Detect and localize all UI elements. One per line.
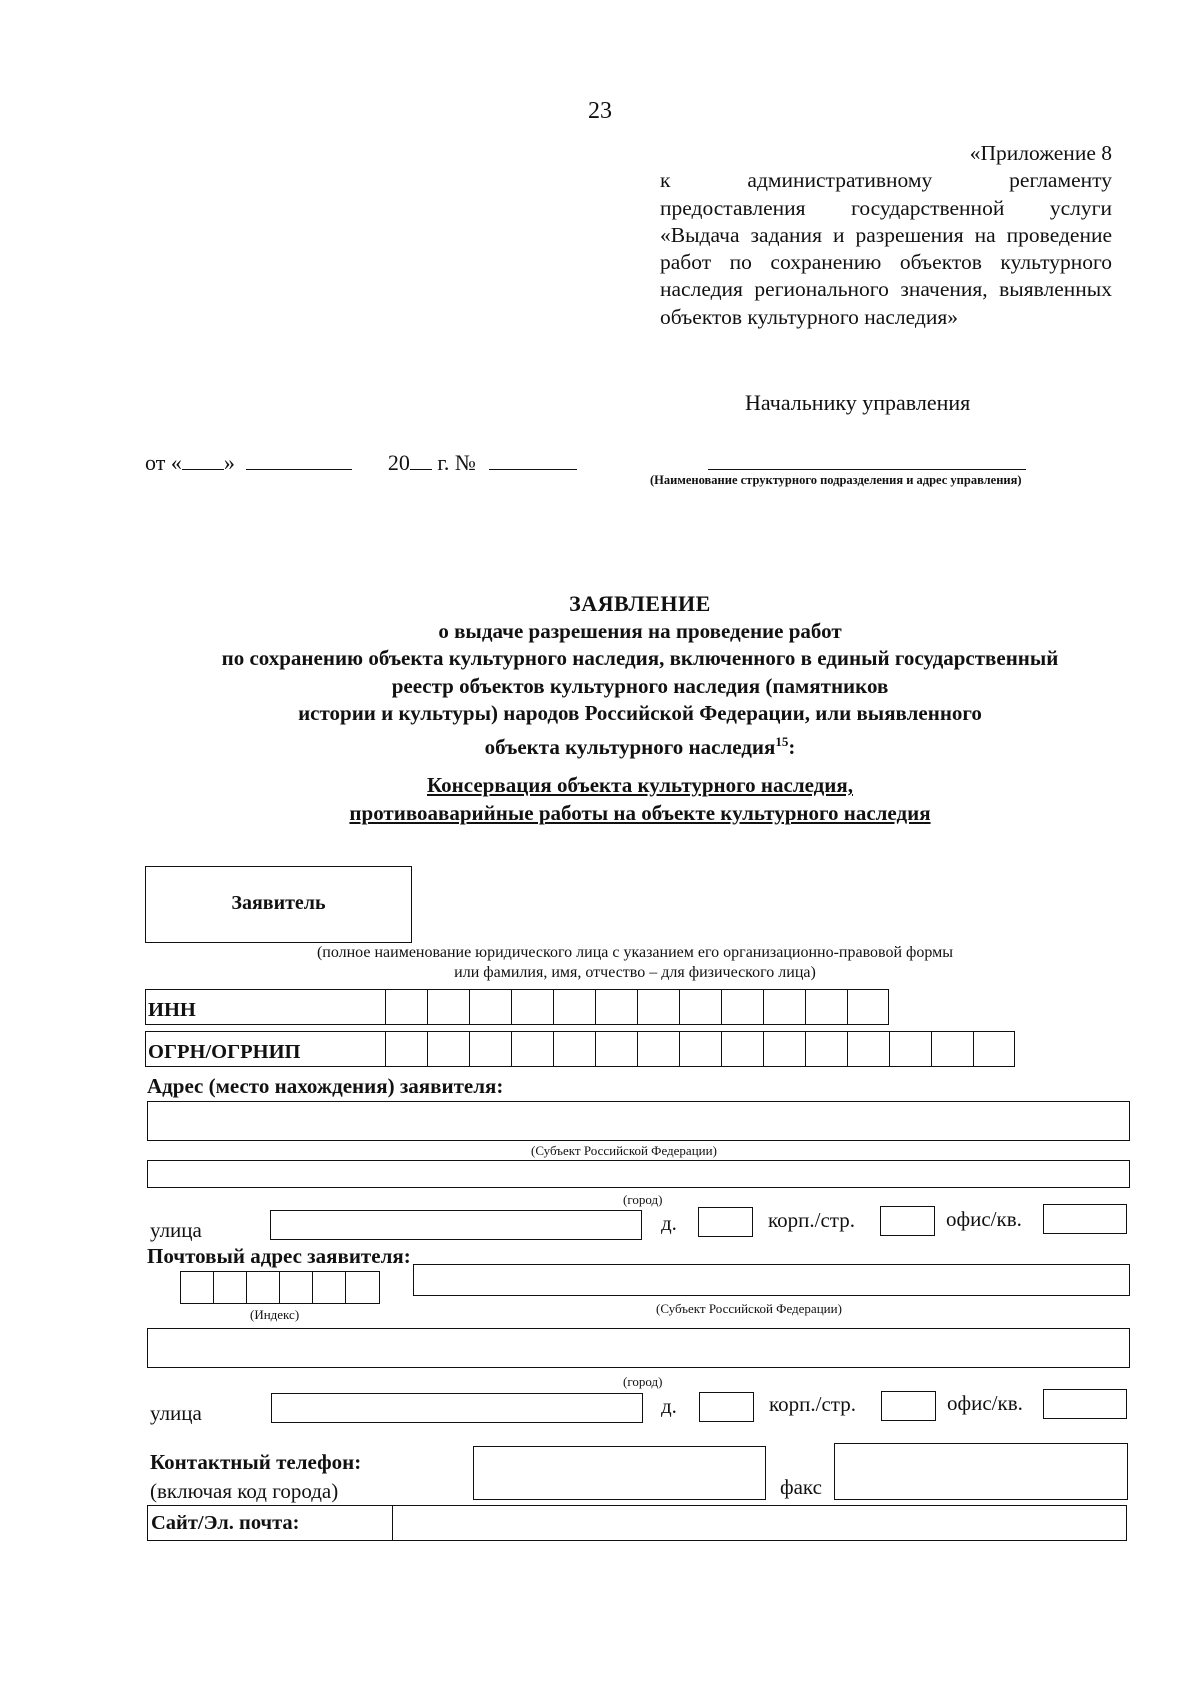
ogrn-cell[interactable] bbox=[722, 1032, 764, 1066]
year-field[interactable] bbox=[410, 468, 432, 470]
number-label: г. № bbox=[437, 450, 476, 475]
title-line-2: о выдаче разрешения на проведение работ bbox=[438, 618, 842, 643]
email-field[interactable] bbox=[393, 1506, 1126, 1540]
address-building-field[interactable] bbox=[880, 1206, 935, 1236]
ogrn-cell[interactable] bbox=[512, 1032, 554, 1066]
appendix-note bbox=[660, 140, 1112, 331]
inn-cell[interactable] bbox=[764, 990, 806, 1024]
ogrn-cell[interactable] bbox=[428, 1032, 470, 1066]
inn-row bbox=[145, 989, 889, 1025]
ogrn-row bbox=[145, 1031, 1015, 1067]
address-heading: Адрес (место нахождения) заявителя: bbox=[147, 1074, 504, 1098]
ogrn-cell[interactable] bbox=[638, 1032, 680, 1066]
ogrn-cell[interactable] bbox=[596, 1032, 638, 1066]
document-title bbox=[100, 590, 1180, 761]
postal-city-caption: (город) bbox=[623, 1374, 663, 1389]
ogrn-cell[interactable] bbox=[680, 1032, 722, 1066]
inn-cell[interactable] bbox=[428, 990, 470, 1024]
address-house-label: д. bbox=[661, 1211, 677, 1235]
postal-index-cell[interactable] bbox=[247, 1272, 280, 1303]
postal-index-cell[interactable] bbox=[280, 1272, 313, 1303]
inn-cell[interactable] bbox=[386, 990, 428, 1024]
postal-index-cell[interactable] bbox=[214, 1272, 247, 1303]
postal-subject-field[interactable] bbox=[413, 1264, 1130, 1296]
address-office-label: офис/кв. bbox=[946, 1207, 1022, 1231]
postal-office-label: офис/кв. bbox=[947, 1391, 1023, 1415]
ogrn-cell[interactable] bbox=[974, 1032, 1014, 1066]
addressee: Начальнику управления bbox=[745, 390, 971, 415]
work-type-subtitle bbox=[100, 772, 1180, 827]
inn-cell[interactable] bbox=[554, 990, 596, 1024]
phone-label: Контактный телефон: bbox=[150, 1450, 362, 1474]
title-line-3: по сохранению объекта культурного наследия, включенного в единый государственный bbox=[221, 646, 1059, 670]
postal-heading: Почтовый адрес заявителя: bbox=[147, 1244, 411, 1268]
applicant-caption-1: (полное наименование юридического лица с указанием его организационно-правовой формы bbox=[316, 944, 954, 961]
inn-cell[interactable] bbox=[680, 990, 722, 1024]
title-line-6-end: : bbox=[788, 734, 796, 759]
number-field[interactable] bbox=[489, 468, 577, 470]
address-building-label: корп./стр. bbox=[768, 1208, 855, 1232]
subtitle-line-1: Консервация объекта культурного наследия, bbox=[427, 773, 853, 797]
ogrn-cell[interactable] bbox=[764, 1032, 806, 1066]
address-city-field[interactable] bbox=[147, 1160, 1130, 1188]
postal-house-label: д. bbox=[661, 1394, 677, 1418]
postal-index-cell[interactable] bbox=[313, 1272, 346, 1303]
postal-building-label: корп./стр. bbox=[769, 1392, 856, 1416]
ogrn-cell[interactable] bbox=[848, 1032, 890, 1066]
applicant-caption-2: или фамилия, имя, отчество – для физического лица) bbox=[454, 964, 816, 981]
inn-label: ИНН bbox=[146, 990, 386, 1024]
postal-street-field[interactable] bbox=[271, 1393, 643, 1423]
inn-cell[interactable] bbox=[470, 990, 512, 1024]
day-field[interactable] bbox=[182, 468, 224, 470]
ogrn-cell[interactable] bbox=[890, 1032, 932, 1066]
inn-cell[interactable] bbox=[722, 990, 764, 1024]
fax-field[interactable] bbox=[834, 1443, 1128, 1500]
month-field[interactable] bbox=[246, 468, 352, 470]
fax-label: факс bbox=[780, 1475, 822, 1499]
title-line-6: объекта культурного наследия bbox=[484, 734, 776, 759]
inn-cell[interactable] bbox=[596, 990, 638, 1024]
appendix-heading: «Приложение 8 bbox=[969, 141, 1112, 165]
applicant-field[interactable] bbox=[411, 866, 1127, 943]
phone-field[interactable] bbox=[473, 1446, 766, 1500]
postal-index-cell[interactable] bbox=[181, 1272, 214, 1303]
postal-house-field[interactable] bbox=[699, 1392, 754, 1422]
email-row bbox=[147, 1505, 1127, 1541]
title-line-6-wrap bbox=[100, 728, 1180, 762]
postal-building-field[interactable] bbox=[881, 1391, 936, 1421]
dept-field[interactable] bbox=[708, 469, 1026, 470]
inn-cell[interactable] bbox=[848, 990, 888, 1024]
title-line-4: реестр объектов культурного наследия (памятников bbox=[391, 673, 889, 698]
applicant-label: Заявитель bbox=[231, 892, 326, 914]
email-label: Сайт/Эл. почта: bbox=[148, 1506, 393, 1540]
address-subject-caption: (Субъект Российской Федерации) bbox=[531, 1143, 717, 1158]
postal-subject-caption: (Субъект Российской Федерации) bbox=[656, 1301, 842, 1316]
ogrn-cell[interactable] bbox=[386, 1032, 428, 1066]
date-line bbox=[145, 450, 577, 476]
postal-city-field[interactable] bbox=[147, 1328, 1130, 1368]
date-from-open: от « bbox=[145, 450, 182, 475]
address-subject-field[interactable] bbox=[147, 1101, 1130, 1141]
year-prefix: 20 bbox=[387, 450, 410, 475]
postal-street-label: улица bbox=[150, 1401, 202, 1425]
address-street-field[interactable] bbox=[270, 1210, 642, 1240]
postal-index-cell[interactable] bbox=[346, 1272, 379, 1303]
address-city-caption: (город) bbox=[623, 1192, 663, 1207]
address-office-field[interactable] bbox=[1043, 1204, 1127, 1234]
phone-sublabel: (включая код города) bbox=[150, 1479, 339, 1503]
title-line-5: истории и культуры) народов Российской Федерации, или выявленного bbox=[298, 701, 982, 725]
postal-index-caption: (Индекс) bbox=[250, 1307, 300, 1322]
ogrn-label: ОГРН/ОГРНИП bbox=[146, 1032, 386, 1066]
inn-cell[interactable] bbox=[638, 990, 680, 1024]
inn-cell[interactable] bbox=[806, 990, 848, 1024]
page-number: 23 bbox=[588, 98, 612, 124]
dept-caption: (Наименование структурного подразделения и адрес управления) bbox=[650, 473, 1022, 487]
ogrn-cell[interactable] bbox=[932, 1032, 974, 1066]
ogrn-cell[interactable] bbox=[470, 1032, 512, 1066]
date-from-close: » bbox=[223, 450, 235, 475]
ogrn-cell[interactable] bbox=[806, 1032, 848, 1066]
subtitle-line-2: противоаварийные работы на объекте культурного наследия bbox=[349, 800, 931, 825]
ogrn-cell[interactable] bbox=[554, 1032, 596, 1066]
postal-index-grid bbox=[180, 1271, 380, 1304]
appendix-body: к административному регламенту предоставления государственной услуги «Выдача задания и разрешения на проведение работ по сохранению объектов культурного наследия регионального значения, выявленных объектов культурного наследия» bbox=[660, 168, 1112, 329]
title-line-1: ЗАЯВЛЕНИЕ bbox=[569, 591, 711, 616]
postal-office-field[interactable] bbox=[1043, 1389, 1127, 1419]
inn-cell[interactable] bbox=[512, 990, 554, 1024]
address-street-label: улица bbox=[150, 1218, 202, 1242]
address-house-field[interactable] bbox=[698, 1207, 753, 1237]
footnote-marker: 15 bbox=[775, 733, 789, 749]
